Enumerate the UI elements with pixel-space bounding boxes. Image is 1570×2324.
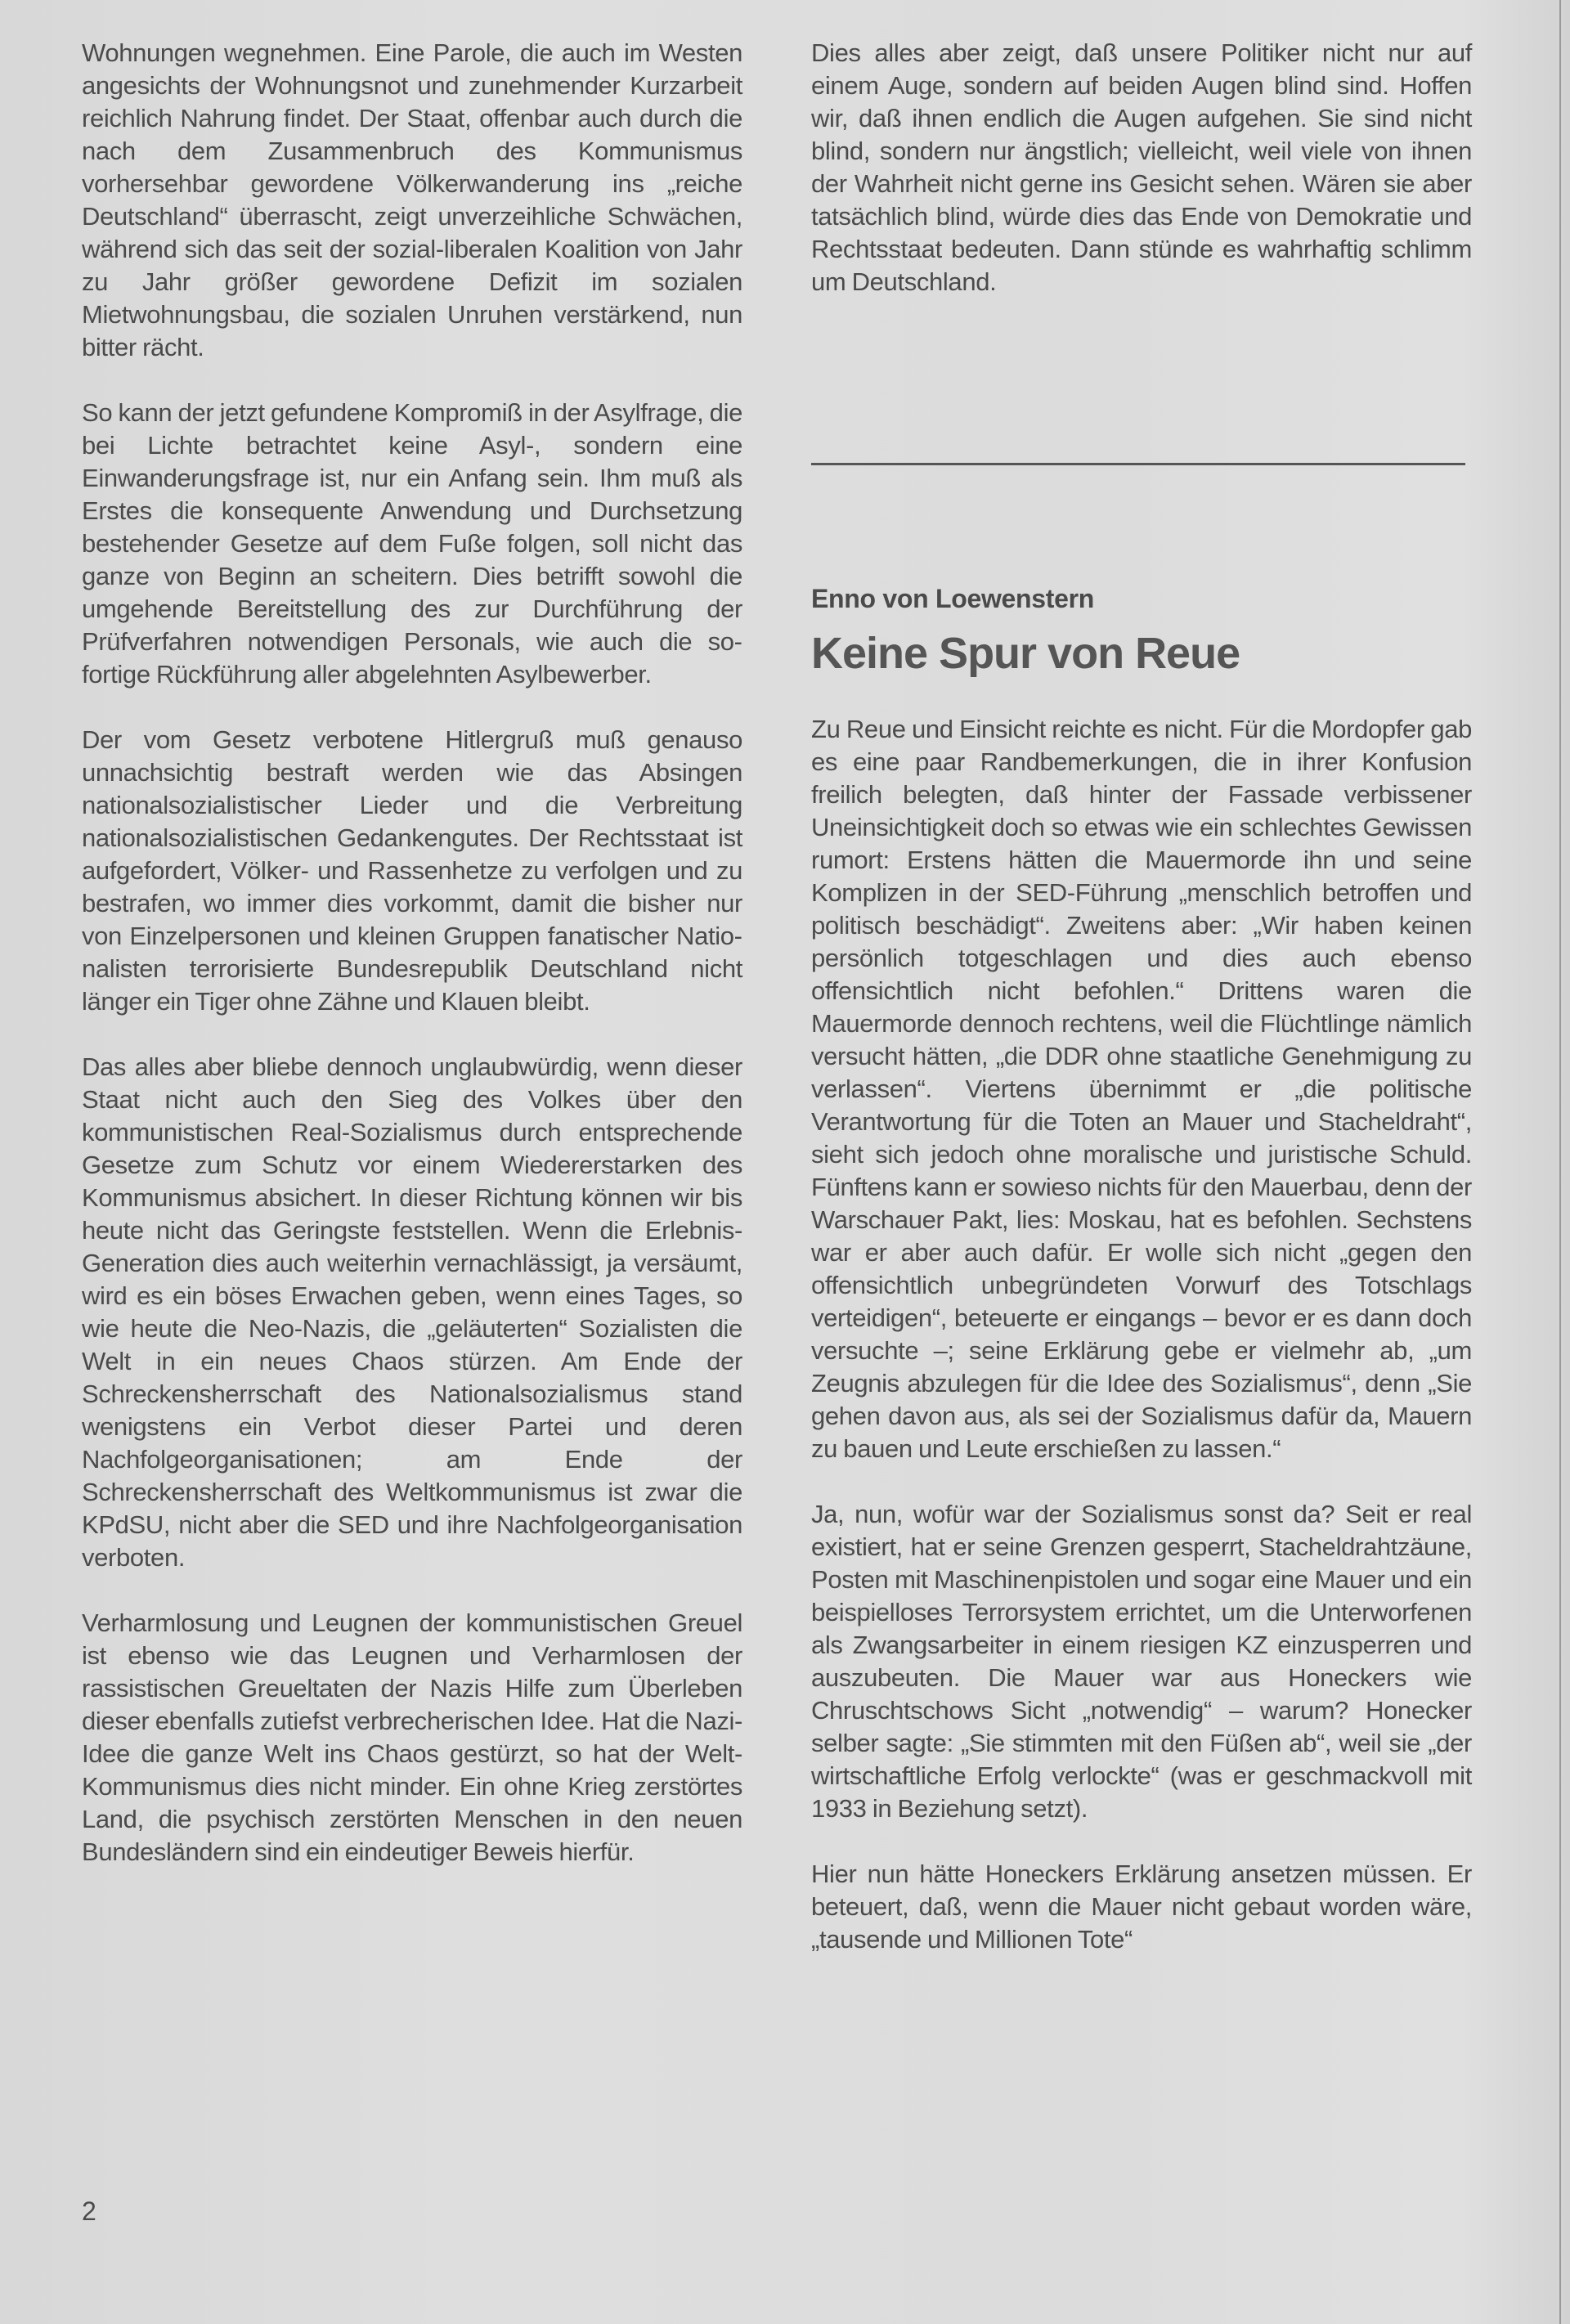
article-body: [811, 713, 1472, 1989]
body-paragraph: Verharmlosung und Leugnen der kommunistischen Greuel ist ebenso wie das Leugnen und Verharmlosen der rassistischen Greueltaten der Nazis Hilfe zum Überleben dieser ebenfalls zutiefst verbrecherischen Idee. Hat die Nazi-Idee die ganze Welt ins Chaos gestürzt, so hat der Welt-Kommunismus dies nicht minder. Ein ohne Krieg zerstörtes Land, die psychisch zerstörten Menschen in den neuen Bundesländern sind ein eindeutiger Beweis hierfür.: [82, 1608, 742, 1866]
article-headline: Keine Spur von Reue: [811, 629, 1240, 678]
section-divider: [811, 463, 1465, 465]
body-paragraph: Ja, nun, wofür war der Sozialismus sonst da? Seit er real existiert, hat er seine Grenzen gesperrt, Stacheldrahtzäune, Posten mit Maschinenpistolen und sogar eine Mauer und ein beispielloses Terrorsystem errichtet, um die Unterworfenen als Zwangsarbeiter in einem riesigen KZ einzusperren und auszubeuten. Die Mauer war aus Honeckers wie Chruschtschows Sicht „notwendig“ – warum? Honecker selber sagte: „Sie stimmten mit den Füßen ab“, weil sie „der wirtschaftliche Erfolg verlockte“ (was er geschmackvoll mit 1933 in Beziehung setzt).: [811, 1500, 1472, 1823]
page-edge: [1559, 0, 1561, 2324]
body-paragraph: So kann der jetzt gefundene Kompromiß in der Asylfrage, die bei Lichte betrachtet keine Asyl-, sondern eine Einwanderungsfrage ist, nur ein Anfang sein. Ihm muß als Erstes die konsequente Anwendung und Durchsetzung bestehender Gesetze auf dem Fuße folgen, soll nicht das ganze von Beginn an scheitern. Dies betrifft sowohl die umgehende Bereitstellung des zur Durchführung der Prüfverfahren notwendigen Personals, wie auch die sofortige Rückführung aller abgelehnten Asylbewerber.: [82, 398, 742, 689]
article-author: Enno von Loewenstern: [811, 584, 1095, 613]
right-column-top: [811, 37, 1472, 331]
body-paragraph: Hier nun hätte Honeckers Erklärung ansetzen müssen. Er beteuert, daß, wenn die Mauer nicht gebaut worden wäre, „tausende und Millionen Tote“: [811, 1860, 1472, 1954]
body-paragraph: Dies alles aber zeigt, daß unsere Politiker nicht nur auf einem Auge, sondern auf beiden Augen blind sind. Hoffen wir, daß ihnen endlich die Augen aufgehen. Sie sind nicht blind, sondern nur ängstlich; vielleicht, weil viele von ihnen der Wahrheit nicht gerne ins Gesicht sehen. Wären sie aber tatsächlich blind, würde dies das Ende von Demokratie und Rechtsstaat bedeuten. Dann stünde es wahrhaftig schlimm um Deutschland.: [811, 38, 1472, 296]
body-paragraph: Der vom Gesetz verbotene Hitlergruß muß genauso unnachsichtig bestraft werden wie das Absingen nationalsozialistischer Lieder und die Verbreitung nationalsozialistischen Gedankengutes. Der Rechtsstaat ist aufgefordert, Völker- und Rassenhetze zu verfolgen und zu bestrafen, wo immer dies vorkommt, damit die bisher nur von Einzelpersonen und kleinen Gruppen fanatischer Nationalisten terrorisierte Bundesrepublik Deutschland nicht länger ein Tiger ohne Zähne und Klauen bleibt.: [82, 725, 742, 1016]
body-paragraph: Wohnungen wegnehmen. Eine Parole, die auch im Westen angesichts der Wohnungsnot und zunehmender Kurzarbeit reichlich Nahrung findet. Der Staat, offenbar auch durch die nach dem Zusammenbruch des Kommunismus vorhersehbar gewordene Völkerwanderung ins „reiche Deutschland“ überrascht, zeigt unverzeihliche Schwächen, während sich das seit der sozial-liberalen Koalition von Jahr zu Jahr größer gewordene Defizit im sozialen Mietwohnungsbau, die sozialen Unruhen verstärkend, nun bitter rächt.: [82, 38, 742, 361]
left-column: [82, 37, 742, 1901]
body-paragraph: Das alles aber bliebe dennoch unglaubwürdig, wenn dieser Staat nicht auch den Sieg des Volkes über den kommunistischen Real-Sozialismus durch entsprechende Gesetze zum Schutz vor einem Wiedererstarken des Kommunismus absichert. In dieser Richtung können wir bis heute nicht das Geringste feststellen. Wenn die Erlebnis-Generation dies auch weiterhin vernachlässigt, ja versäumt, wird es ein böses Erwachen geben, wenn eines Tages, so wie heute die Neo-Nazis, die „geläuterten“ Sozialisten die Welt in ein neues Chaos stürzen. Am Ende der Schreckensherrschaft des Nationalsozialismus stand wenigstens ein Verbot dieser Partei und deren Nachfolgeorganisationen; am Ende der Schreckensherrschaft des Weltkommunismus ist zwar die KPdSU, nicht aber die SED und ihre Nachfolgeorganisation verboten.: [82, 1052, 742, 1572]
body-paragraph: Zu Reue und Einsicht reichte es nicht. Für die Mordopfer gab es eine paar Randbemerkungen, die in ihrer Konfusion freilich belegten, daß hinter der Fassade verbissener Uneinsichtigkeit doch so etwas wie ein schlechtes Gewissen rumort: Erstens hätten die Mauermorde ihn und seine Komplizen in der SED-Führung „menschlich betroffen und politisch beschädigt“. Zweitens aber: „Wir haben keinen persönlich totgeschlagen und dies auch ebenso offensichtlich nicht befohlen.“ Drittens waren die Mauermorde dennoch rechtens, weil die Flüchtlinge nämlich versucht hätten, „die DDR ohne staatliche Genehmigung zu verlassen“. Viertens übernimmt er „die politische Verantwortung für die Toten an Mauer und Stacheldraht“, sieht sich jedoch ohne moralische und juristische Schuld. Fünftens kann er sowieso nichts für den Mauerbau, denn der Warschauer Pakt, lies: Moskau, hat es befohlen. Sechstens war er aber auch dafür. Er wolle sich nicht „gegen den offensichtlich unbegründeten Vorwurf des Totschlags verteidigen“, beteuerte er eingangs – bevor er es dann doch versuchte –; seine Erklärung gebe er vielmehr ab, „um Zeugnis abzulegen für die Idee des Sozialismus“, denn „Sie gehen davon aus, als sei der Sozialismus dafür da, Mauern zu bauen und Leute erschießen zu lassen.“: [811, 715, 1472, 1463]
page-number: 2: [82, 2196, 96, 2226]
